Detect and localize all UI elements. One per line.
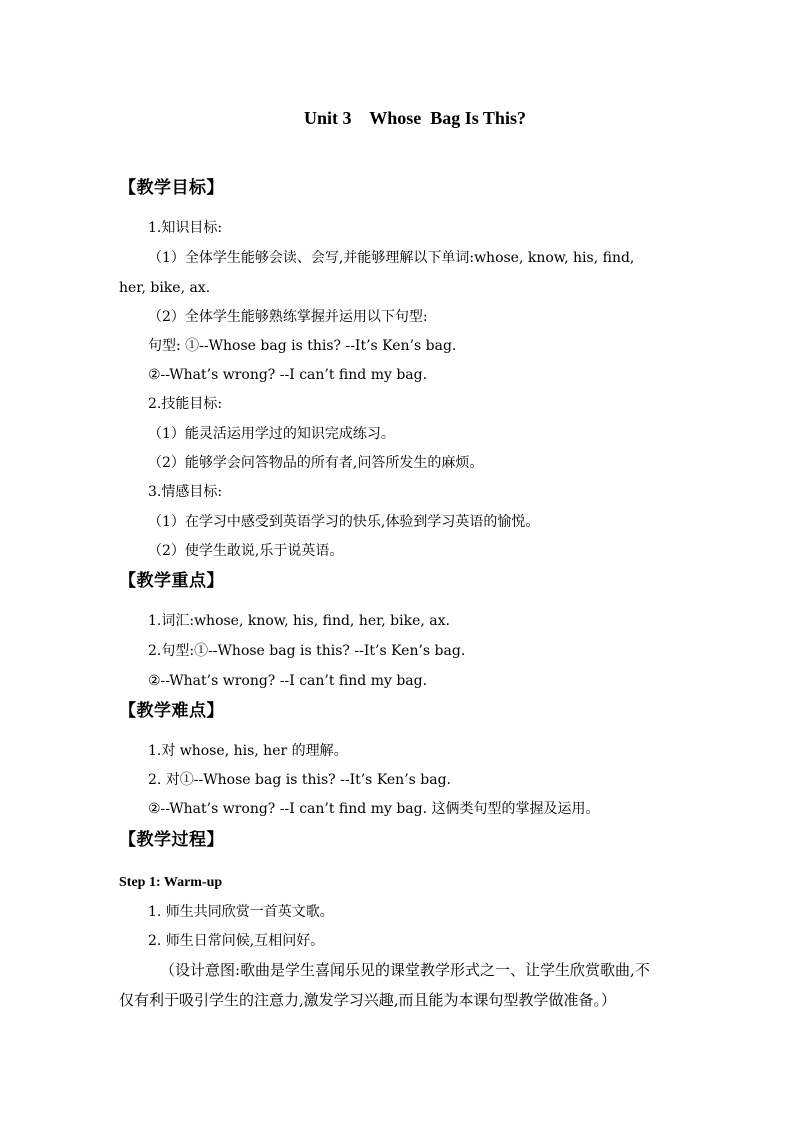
process-item-1: 1. 师生共同欣赏一首英文歌。 [148,904,334,920]
process-item-2: 2. 师生日常问候,互相问好。 [148,933,325,949]
sentence-pattern-2: ②--What’s wrong? --I can’t find my bag. [148,367,428,383]
document-title: Unit 3 Whose Bag Is This? [304,108,526,128]
knowledge-goal-item-1-cont: her, bike, ax. [119,280,211,296]
difficulty-item-3: ②--What’s wrong? --I can’t find my bag. 这俩类句型的掌握及运用。 [148,801,600,817]
skill-goal-item-2: （2）能够学会问答物品的所有者,问答所发生的麻烦。 [148,455,484,471]
design-intent-note-cont: 仅有利于吸引学生的注意力,激发学习兴趣,而且能为本课句型教学做准备。） [119,991,617,1009]
step-1-heading: Step 1: Warm-up [119,875,223,890]
section-heading-goals: 【教学目标】 [119,178,224,198]
section-heading-key-points: 【教学重点】 [119,571,224,591]
knowledge-goal-item-2: （2）全体学生能够熟练掌握并运用以下句型: [148,309,428,325]
knowledge-goal-label: 1.知识目标: [148,220,223,236]
key-pattern-2: ②--What’s wrong? --I can’t find my bag. [148,673,428,689]
key-vocabulary: 1.词汇:whose, know, his, find, her, bike, ax. [148,613,450,629]
skill-goal-label: 2.技能目标: [148,396,223,412]
knowledge-goal-item-1: （1）全体学生能够会读、会写,并能够理解以下单词:whose, know, his, find, [148,250,635,266]
key-pattern-1: 2.句型:①--Whose bag is this? --It’s Ken’s bag. [148,643,466,659]
sentence-pattern-1: 句型: ①--Whose bag is this? --It’s Ken’s bag. [148,338,457,354]
emotion-goal-label: 3.情感目标: [148,484,223,500]
skill-goal-item-1: （1）能灵活运用学过的知识完成练习。 [148,426,395,442]
emotion-goal-item-2: （2）使学生敢说,乐于说英语。 [148,543,344,559]
difficulty-item-1: 1.对 whose, his, her 的理解。 [148,743,348,759]
section-heading-difficulties: 【教学难点】 [119,701,224,721]
section-heading-process: 【教学过程】 [119,830,224,850]
design-intent-note: （设计意图:歌曲是学生喜闻乐见的课堂教学形式之一、让学生欣赏歌曲,不 [160,961,650,979]
difficulty-item-2: 2. 对①--Whose bag is this? --It’s Ken’s bag. [148,772,452,788]
emotion-goal-item-1: （1）在学习中感受到英语学习的快乐,体验到学习英语的愉悦。 [148,514,540,530]
